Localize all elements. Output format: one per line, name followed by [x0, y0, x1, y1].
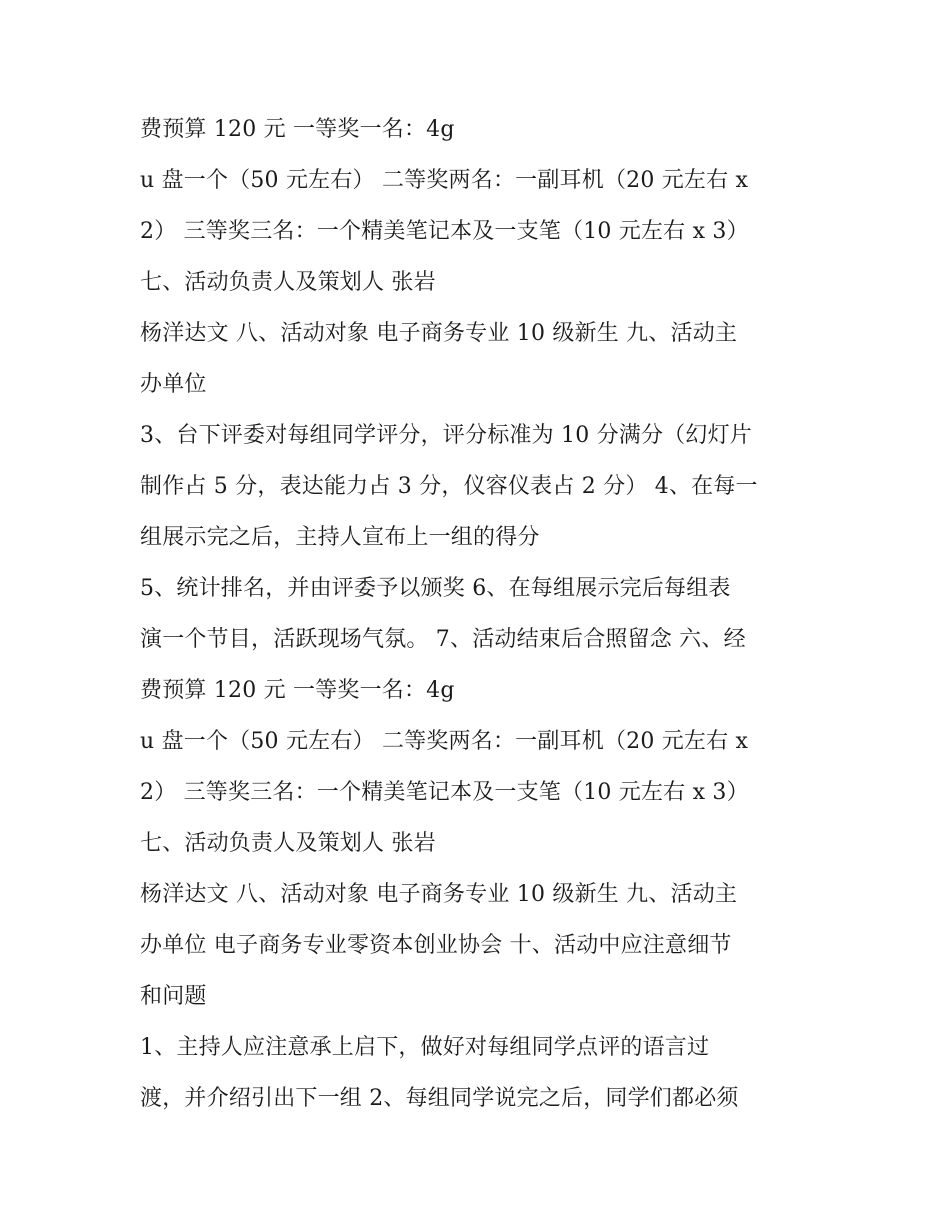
text-line: 组展示完之后，主持人宣布上一组的得分 — [140, 525, 540, 550]
text-line: 办单位 电子商务专业零资本创业协会 十、活动中应注意细节 — [140, 933, 732, 958]
text-line: 费预算 120 元 一等奖一名：4g — [140, 117, 455, 142]
text-line: 费预算 120 元 一等奖一名：4g — [140, 678, 455, 703]
text-line: 制作占 5 分，表达能力占 3 分，仪容仪表占 2 分） 4、在每一 — [140, 474, 758, 499]
text-line: 5、统计排名，并由评委予以颁奖 6、在每组展示完后每组表 — [140, 576, 731, 601]
document-body — [140, 110, 840, 1130]
text-line: 七、活动负责人及策划人 张岩 — [140, 831, 436, 856]
text-line: 办单位 — [140, 372, 207, 397]
text-line: 杨洋达文 八、活动对象 电子商务专业 10 级新生 九、活动主 — [140, 321, 738, 346]
text-line: 杨洋达文 八、活动对象 电子商务专业 10 级新生 九、活动主 — [140, 882, 738, 907]
text-line: u 盘一个（50 元左右） 二等奖两名：一副耳机（20 元左右 x — [140, 729, 749, 754]
text-line: 2） 三等奖三名：一个精美笔记本及一支笔（10 元左右 x 3） — [140, 219, 749, 244]
text-line: 演一个节目，活跃现场气氛。 7、活动结束后合照留念 六、经 — [140, 627, 746, 652]
text-line: 2） 三等奖三名：一个精美笔记本及一支笔（10 元左右 x 3） — [140, 780, 749, 805]
text-line: 1、主持人应注意承上启下，做好对每组同学点评的语言过 — [140, 1035, 710, 1060]
text-line: 七、活动负责人及策划人 张岩 — [140, 270, 436, 295]
text-line: 和问题 — [140, 984, 207, 1009]
text-line: u 盘一个（50 元左右） 二等奖两名：一副耳机（20 元左右 x — [140, 168, 749, 193]
text-line: 渡，并介绍引出下一组 2、每组同学说完之后，同学们都必须 — [140, 1086, 739, 1111]
text-line: 3、台下评委对每组同学评分，评分标准为 10 分满分（幻灯片 — [140, 423, 752, 448]
